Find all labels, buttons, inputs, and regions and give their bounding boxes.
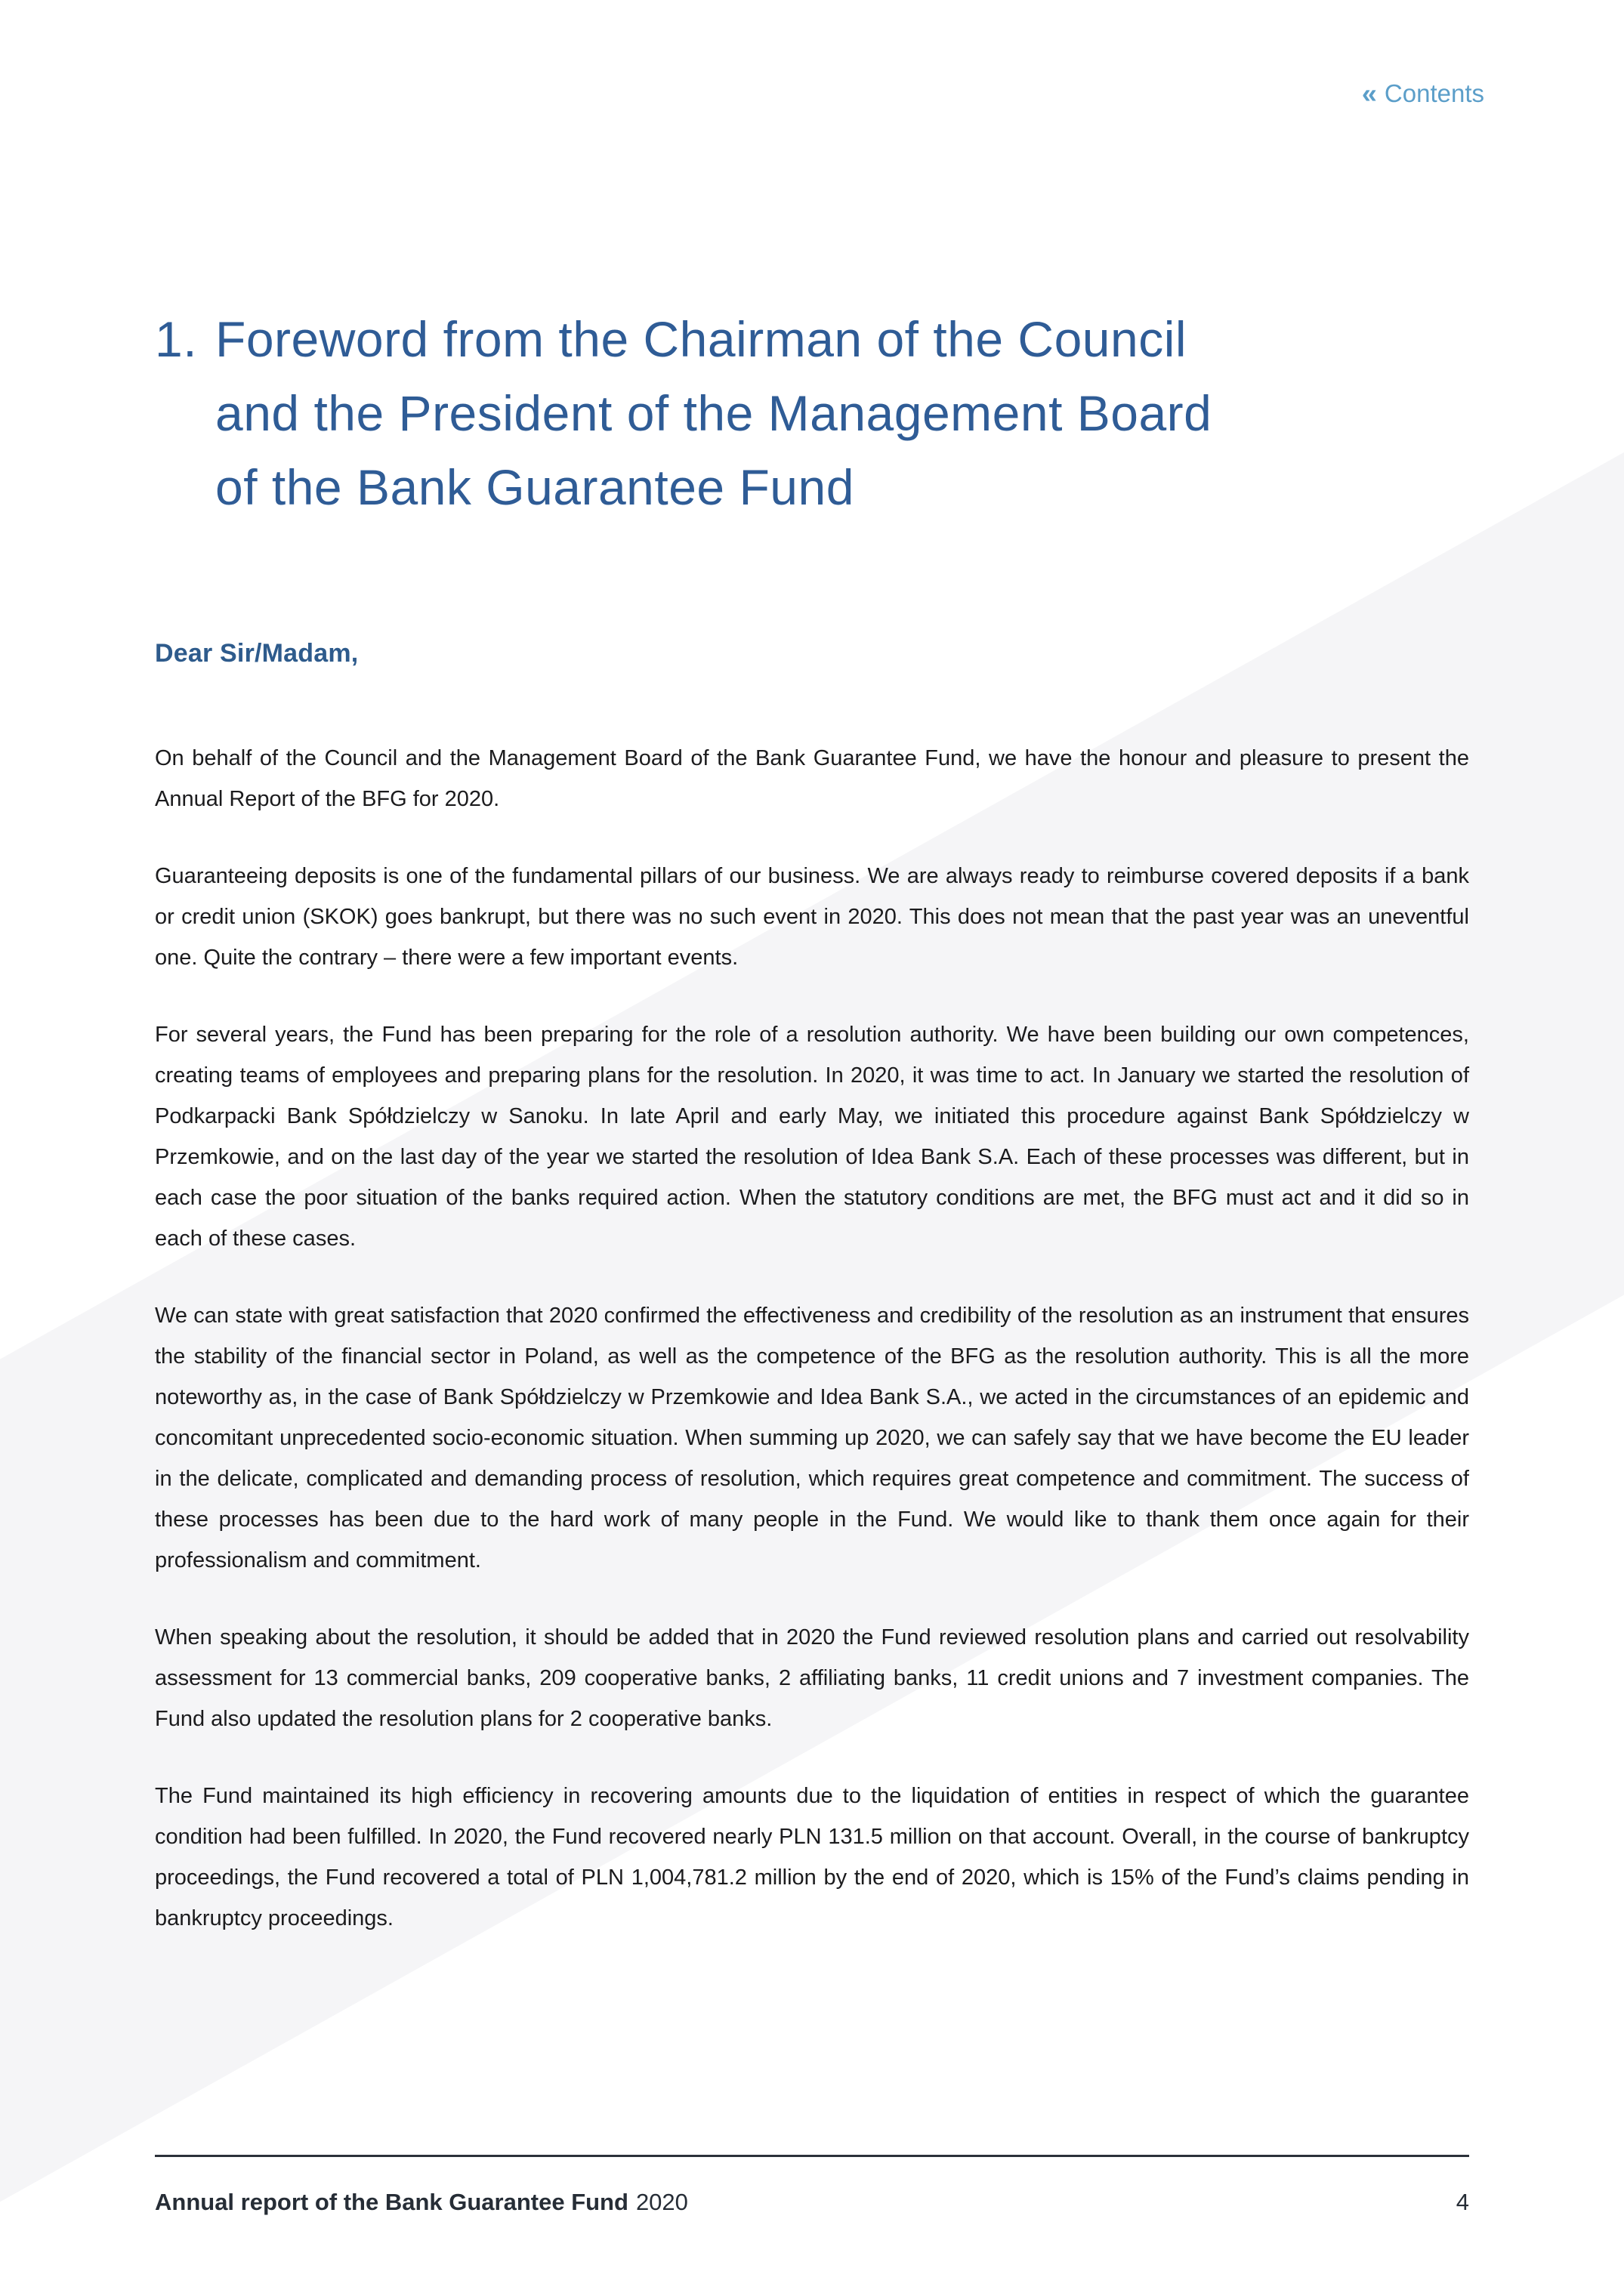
chapter-number: 1. bbox=[155, 311, 198, 367]
paragraph-4: We can state with great satisfaction that 2020 confirmed the effectiveness and credibility of the resolution as an instrument that ensures the stability of the financial sector in Poland, as well as the competence of the BFG as the resolution authority. This is all the more noteworthy as, in the case of Bank Spółdzielczy w Przemkowie and Idea Bank S.A., we acted in the circumstances of an epidemic and concomitant unprecedented socio-economic situation. When summing up 2020, we can safely say that we have become the EU leader in the delicate, complicated and demanding process of resolution, which requires great competence and commitment. The success of these processes has been due to the hard work of many people in the Fund. We would like to thank them once again for their professionalism and commitment. bbox=[155, 1304, 1469, 1572]
chapter-title bbox=[215, 302, 1469, 524]
salutation: Dear Sir/Madam, bbox=[155, 639, 359, 668]
chapter-title-line-2: and the President of the Management Board bbox=[215, 385, 1212, 441]
double-chevron-left-icon: « bbox=[1361, 78, 1377, 109]
footer-report-year: 2020 bbox=[635, 2189, 688, 2215]
contents-link[interactable] bbox=[1362, 79, 1484, 108]
chapter-title-line-3: of the Bank Guarantee Fund bbox=[215, 459, 854, 515]
body-copy bbox=[155, 738, 1469, 1939]
paragraph-1: On behalf of the Council and the Management Board of the Bank Guarantee Fund, we have the honour and pleasure to present the Annual Report of the BFG for 2020. bbox=[155, 746, 1469, 811]
paragraph-6: The Fund maintained its high efficiency in recovering amounts due to the liquidation of entities in respect of which the guarantee condition had been fulfilled. In 2020, the Fund recovered nearly PLN 131.5 million on that account. Overall, in the course of bankruptcy proceedings, the Fund recovered a total of PLN 1,004,781.2 million by the end of 2020, which is 15% of the Fund’s claims pending in bankruptcy proceedings. bbox=[155, 1784, 1469, 1930]
paragraph-2: Guaranteeing deposits is one of the fundamental pillars of our business. We are always ready to reimburse covered deposits if a bank or credit union (SKOK) goes bankrupt, but there was no such event in 2020. This does not mean that the past year was an uneventful one. Quite the contrary – there were a few important events. bbox=[155, 864, 1469, 970]
footer-page-number: 4 bbox=[1456, 2189, 1469, 2215]
contents-link-label: Contents bbox=[1384, 79, 1484, 107]
chapter-title-line-1: Foreword from the Chairman of the Council bbox=[215, 311, 1187, 367]
paragraph-5: When speaking about the resolution, it should be added that in 2020 the Fund reviewed resolution plans and carried out resolvability assessment for 13 commercial banks, 209 cooperative banks, 2 affiliating banks, 11 credit unions and 7 investment companies. The Fund also updated the resolution plans for 2 cooperative banks. bbox=[155, 1625, 1469, 1731]
footer-report-title bbox=[155, 2189, 688, 2216]
footer-divider bbox=[155, 2155, 1469, 2157]
paragraph-3: For several years, the Fund has been preparing for the role of a resolution authority. We have been building our own competences, creating teams of employees and preparing plans for the resolution. In 2020, it was time to act. In January we started the resolution of Podkarpacki Bank Spółdzielczy w Sanoku. In late April and early May, we initiated this procedure against Bank Spółdzielczy w Przemkowie, and on the last day of the year we started the resolution of Idea Bank S.A. Each of these processes was different, but in each case the poor situation of the banks required action. When the statutory conditions are met, the BFG must act and it did so in each of these cases. bbox=[155, 1023, 1469, 1251]
footer-report-title-text: Annual report of the Bank Guarantee Fund bbox=[155, 2189, 628, 2215]
page-footer bbox=[155, 2189, 1469, 2216]
chapter-heading bbox=[155, 0, 1469, 524]
